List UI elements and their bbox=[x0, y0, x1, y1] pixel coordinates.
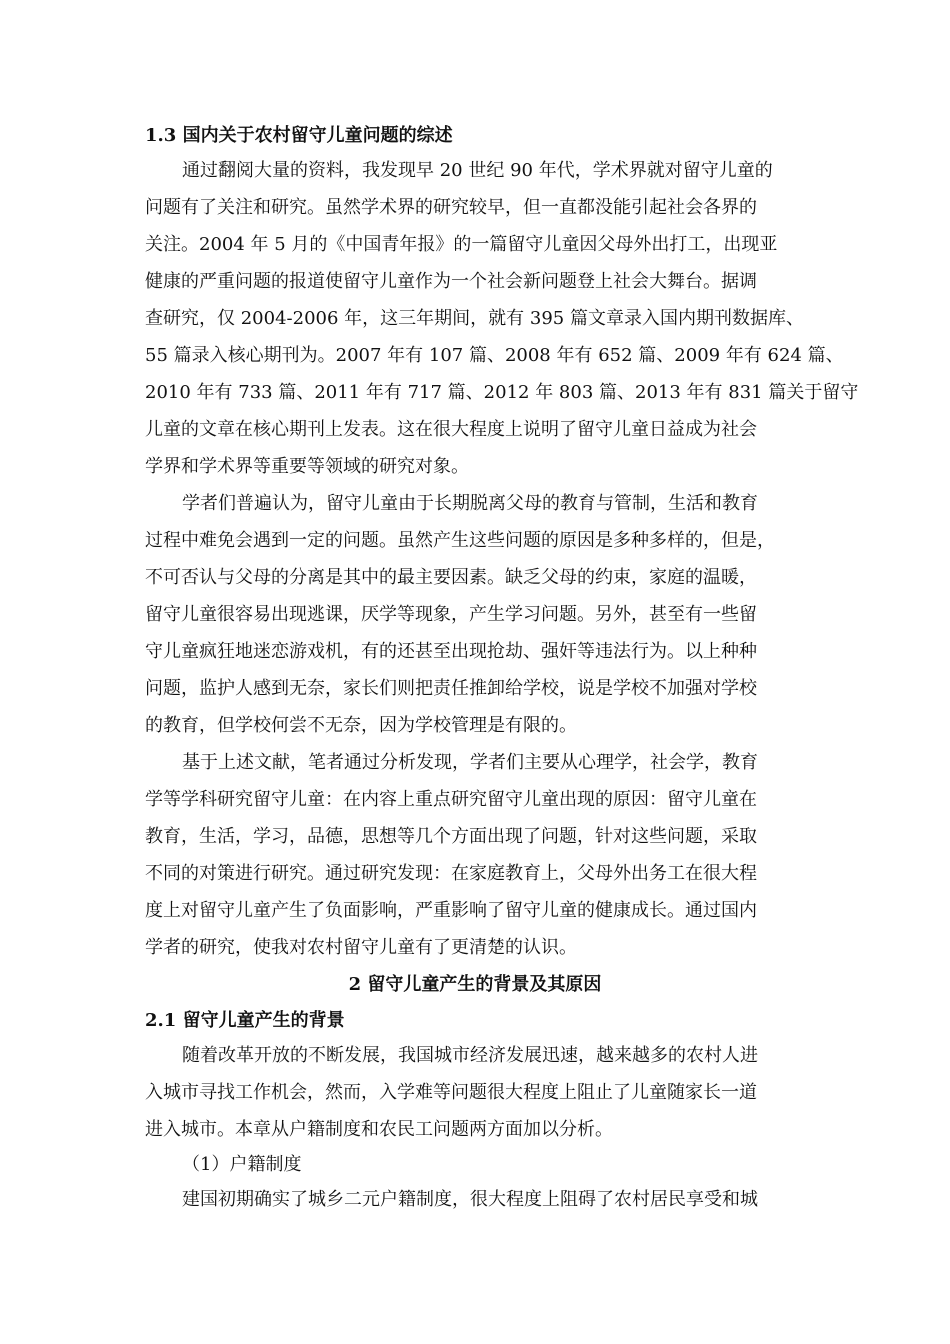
paragraph-line: 55 篇录入核心期刊为。2007 年有 107 篇、2008 年有 652 篇、2009 年有 624 篇、 bbox=[145, 345, 844, 366]
paragraph-line: 入城市寻找工作机会，然而，入学难等问题很大程度上阻止了儿童随家长一道 bbox=[145, 1082, 757, 1103]
paragraph-line: 不同的对策进行研究。通过研究发现：在家庭教育上，父母外出务工在很大程 bbox=[145, 863, 757, 884]
paragraph-line: 度上对留守儿童产生了负面影响，严重影响了留守儿童的健康成长。通过国内 bbox=[145, 900, 757, 921]
paragraph-line: 进入城市。本章从户籍制度和农民工问题两方面加以分析。 bbox=[145, 1119, 613, 1140]
paragraph-line: 守儿童疯狂地迷恋游戏机，有的还甚至出现抢劫、强奸等违法行为。以上种种 bbox=[145, 641, 757, 662]
paragraph-line: 随着改革开放的不断发展，我国城市经济发展迅速，越来越多的农村人进 bbox=[182, 1045, 758, 1066]
paragraph-line: 问题，监护人感到无奈，家长们则把责任推卸给学校，说是学校不加强对学校 bbox=[145, 678, 757, 699]
chapter-2-heading: 2 留守儿童产生的背景及其原因 bbox=[348, 974, 602, 995]
paragraph-line: 健康的严重问题的报道使留守儿童作为一个社会新问题登上社会大舞台。据调 bbox=[145, 271, 757, 292]
section-2-1-heading: 2.1 留守儿童产生的背景 bbox=[145, 1010, 345, 1031]
paragraph-line: 儿童的文章在核心期刊上发表。这在很大程度上说明了留守儿童日益成为社会 bbox=[145, 419, 757, 440]
paragraph-line: 问题有了关注和研究。虽然学术界的研究较早，但一直都没能引起社会各界的 bbox=[145, 197, 757, 218]
paragraph-line: 通过翻阅大量的资料，我发现早 20 世纪 90 年代，学术界就对留守儿童的 bbox=[182, 160, 773, 181]
paragraph-line: 教育，生活，学习，品德，思想等几个方面出现了问题，针对这些问题，采取 bbox=[145, 826, 757, 847]
paragraph-line: 学界和学术界等重要等领域的研究对象。 bbox=[145, 456, 469, 477]
paragraph-line: 学等学科研究留守儿童：在内容上重点研究留守儿童出现的原因：留守儿童在 bbox=[145, 789, 757, 810]
paragraph-line: 基于上述文献，笔者通过分析发现，学者们主要从心理学，社会学，教育 bbox=[182, 752, 758, 773]
paragraph-line: 的教育，但学校何尝不无奈，因为学校管理是有限的。 bbox=[145, 715, 577, 736]
paragraph-line: 留守儿童很容易出现逃课，厌学等现象，产生学习问题。另外，甚至有一些留 bbox=[145, 604, 757, 625]
paragraph-line: 学者们普遍认为，留守儿童由于长期脱离父母的教育与管制，生活和教育 bbox=[182, 493, 758, 514]
subsection-heading: （1）户籍制度 bbox=[182, 1154, 302, 1175]
paragraph-line: 查研究，仅 2004-2006 年，这三年期间，就有 395 篇文章录入国内期刊数据库、 bbox=[145, 308, 804, 329]
paragraph-line: 2010 年有 733 篇、2011 年有 717 篇、2012 年 803 篇、2013 年有 831 篇关于留守 bbox=[145, 382, 859, 403]
paragraph-line: 建国初期确实了城乡二元户籍制度，很大程度上阻碍了农村居民享受和城 bbox=[182, 1189, 758, 1210]
paragraph-line: 关注。2004 年 5 月的《中国青年报》的一篇留守儿童因父母外出打工，出现亚 bbox=[145, 234, 778, 255]
section-1-3-heading: 1.3 国内关于农村留守儿童问题的综述 bbox=[145, 125, 453, 146]
paragraph-line: 学者的研究，使我对农村留守儿童有了更清楚的认识。 bbox=[145, 937, 577, 958]
paragraph-line: 不可否认与父母的分离是其中的最主要因素。缺乏父母的约束，家庭的温暖， bbox=[145, 567, 757, 588]
paragraph-line: 过程中难免会遇到一定的问题。虽然产生这些问题的原因是多种多样的，但是， bbox=[145, 530, 775, 551]
